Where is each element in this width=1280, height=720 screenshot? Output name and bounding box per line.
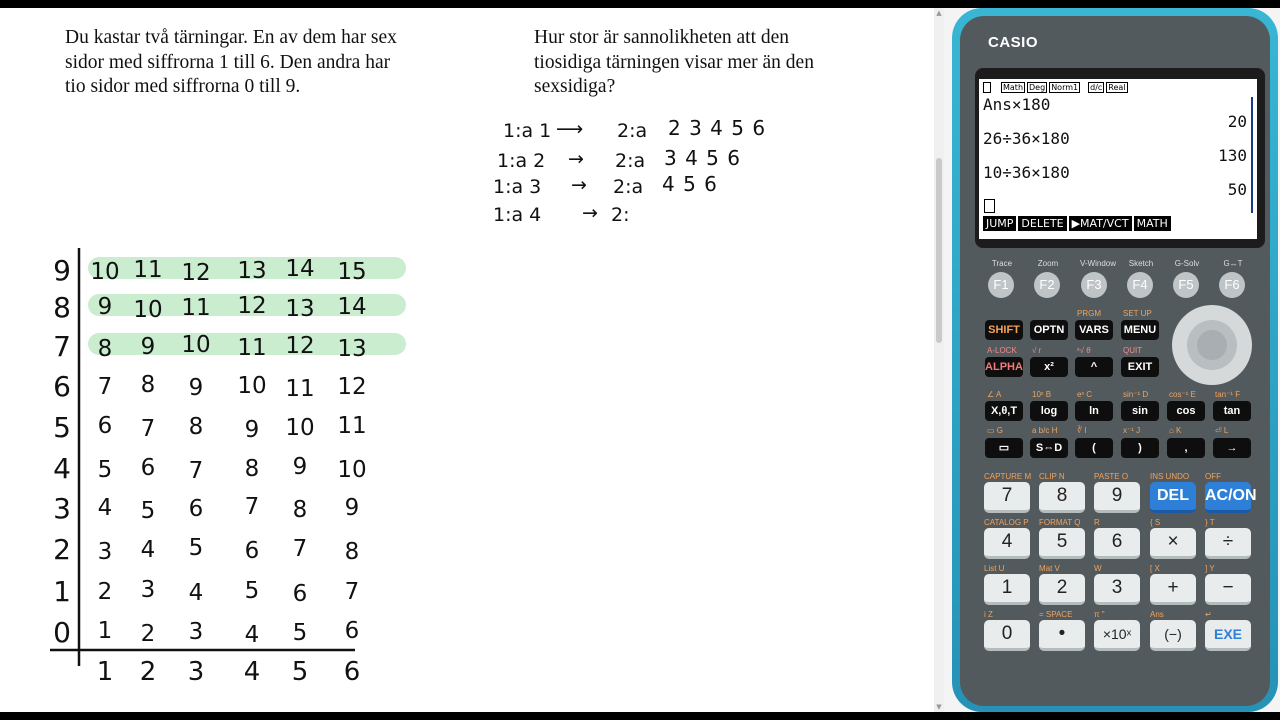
key-tan[interactable]: tan bbox=[1213, 401, 1251, 421]
y-axis-label: 3 bbox=[53, 492, 71, 525]
key-x[interactable]: ÷ bbox=[1205, 528, 1251, 559]
display-status-bar bbox=[983, 81, 1128, 93]
key-x[interactable]: − bbox=[1205, 574, 1251, 605]
key-cos[interactable]: cos bbox=[1167, 401, 1205, 421]
display-result: 50 bbox=[1227, 180, 1247, 199]
table-cell: 4 bbox=[188, 580, 204, 606]
key-shift-label: Ans bbox=[1150, 610, 1164, 619]
note-arrow: → bbox=[582, 202, 598, 224]
display-scrollbar bbox=[1251, 97, 1253, 213]
table-cell: 8 bbox=[188, 414, 204, 440]
key-7[interactable]: 7 bbox=[984, 482, 1030, 513]
key-4[interactable]: 4 bbox=[984, 528, 1030, 559]
table-cell: 10 bbox=[337, 457, 367, 483]
table-cell: 5 bbox=[97, 457, 113, 483]
note-second-die: 2:a bbox=[617, 120, 648, 142]
problem-line: tiosidiga tärningen visar mer än den bbox=[534, 51, 814, 73]
table-cell: 6 bbox=[292, 581, 308, 607]
key-shift-label: CATALOG P bbox=[984, 518, 1029, 527]
note-values: 4 5 6 bbox=[662, 172, 718, 196]
function-key-f5[interactable]: F5 bbox=[1173, 272, 1199, 298]
calculator-display bbox=[979, 79, 1257, 239]
table-cell: 8 bbox=[244, 456, 260, 482]
table-cell: 6 bbox=[344, 618, 360, 644]
key-shift-label: ↵ bbox=[1205, 610, 1212, 619]
table-cell: 8 bbox=[344, 539, 360, 565]
calculator-brand: CASIO bbox=[988, 34, 1039, 51]
note-arrow: → bbox=[568, 148, 584, 170]
key-3[interactable]: 3 bbox=[1094, 574, 1140, 605]
table-cell: 11 bbox=[133, 257, 163, 283]
key-shift-label: List U bbox=[984, 564, 1005, 573]
key-shift-label: ∛ I bbox=[1077, 426, 1087, 435]
table-cell: 4 bbox=[140, 537, 156, 563]
note-second-die: 2:a bbox=[613, 176, 644, 198]
note-values: 3 4 5 6 bbox=[664, 146, 741, 170]
cursor bbox=[984, 199, 995, 213]
key-0[interactable]: 0 bbox=[984, 620, 1030, 651]
display-result: 20 bbox=[1227, 112, 1247, 131]
status-indicator: d/c bbox=[1090, 82, 1103, 92]
table-cell: 15 bbox=[337, 259, 367, 285]
key-fraction[interactable]: ▭ bbox=[985, 438, 1023, 458]
key-shift-label: ▭ G bbox=[987, 426, 1004, 435]
dpad-center[interactable] bbox=[1197, 330, 1227, 360]
key-sin[interactable]: sin bbox=[1121, 401, 1159, 421]
function-menu-item[interactable]: MATH bbox=[1134, 216, 1171, 231]
key-8[interactable]: 8 bbox=[1039, 482, 1085, 513]
table-cell: 10 bbox=[181, 332, 211, 358]
table-cell: 8 bbox=[292, 497, 308, 523]
y-axis-label: 4 bbox=[53, 452, 71, 485]
scroll-thumb[interactable] bbox=[936, 158, 942, 343]
note-first-die: 1:a 1 bbox=[503, 120, 552, 142]
key-shift-label: ⌂ K bbox=[1169, 426, 1182, 435]
table-cell: 9 bbox=[188, 375, 204, 401]
table-cell: 3 bbox=[188, 619, 204, 645]
table-cell: 1 bbox=[97, 618, 113, 644]
table-cell: 2 bbox=[140, 621, 156, 647]
key-9[interactable]: 9 bbox=[1094, 482, 1140, 513]
function-key-f6[interactable]: F6 bbox=[1219, 272, 1245, 298]
table-cell: 6 bbox=[188, 496, 204, 522]
key-s-d[interactable]: S⇔D bbox=[1030, 438, 1068, 458]
key-x[interactable]: • bbox=[1039, 620, 1085, 651]
table-cell: 4 bbox=[244, 622, 260, 648]
table-cell: 14 bbox=[285, 256, 315, 282]
problem-line: Hur stor är sannolikheten att den bbox=[534, 27, 790, 48]
table-cell: 3 bbox=[97, 539, 113, 565]
key-del[interactable]: DEL bbox=[1150, 482, 1196, 513]
x-axis-label: 2 bbox=[139, 657, 157, 687]
y-axis-label: 7 bbox=[53, 330, 71, 363]
key-shift-label: G-Solv bbox=[1174, 259, 1200, 268]
key-shift-label: G↔T bbox=[1223, 259, 1243, 268]
table-cell: 5 bbox=[292, 620, 308, 646]
key-6[interactable]: 6 bbox=[1094, 528, 1140, 559]
key-shift-label: PRGM bbox=[1077, 309, 1101, 318]
table-cell: 11 bbox=[337, 413, 367, 439]
table-cell: 7 bbox=[97, 374, 113, 400]
key-shift-label: a b/c H bbox=[1032, 426, 1058, 435]
y-axis-label: 9 bbox=[53, 254, 71, 287]
y-axis-label: 0 bbox=[53, 616, 71, 649]
table-cell: 3 bbox=[140, 577, 156, 603]
key-ln[interactable]: ln bbox=[1075, 401, 1113, 421]
table-cell: 12 bbox=[285, 333, 315, 359]
key-2[interactable]: 2 bbox=[1039, 574, 1085, 605]
note-second-die: 2: bbox=[611, 204, 630, 226]
y-axis-label: 6 bbox=[53, 370, 71, 403]
key-xthetat[interactable]: X,θ,T bbox=[985, 401, 1023, 421]
key-shift-label: x⁻¹ J bbox=[1123, 426, 1141, 435]
table-cell: 13 bbox=[237, 258, 267, 284]
table-cell: 10 bbox=[285, 415, 315, 441]
table-cell: 13 bbox=[285, 296, 315, 322]
problem-line: tio sidor med siffrorna 0 till 9. bbox=[65, 76, 301, 97]
function-key-f4[interactable]: F4 bbox=[1127, 272, 1153, 298]
table-cell: 12 bbox=[237, 293, 267, 319]
table-cell: 13 bbox=[337, 336, 367, 362]
x-axis-label: 3 bbox=[187, 657, 205, 687]
table-cell: 14 bbox=[337, 294, 367, 320]
display-expression: 26÷36×180 bbox=[983, 129, 1070, 148]
key-shift-label: V-Window bbox=[1080, 259, 1117, 268]
table-cell: 2 bbox=[97, 579, 113, 605]
y-axis-label: 8 bbox=[53, 291, 71, 324]
note-first-die: 1:a 3 bbox=[493, 176, 542, 198]
key-menu[interactable]: MENU bbox=[1121, 320, 1159, 340]
key-shift-label: ] Y bbox=[1205, 564, 1215, 573]
scroll-down-arrow-icon[interactable]: ▼ bbox=[936, 703, 942, 711]
key-optn[interactable]: OPTN bbox=[1030, 320, 1068, 340]
function-menu-item[interactable]: DELETE bbox=[1018, 216, 1066, 231]
key-shift-label: tan⁻¹ F bbox=[1215, 390, 1241, 399]
table-cell: 7 bbox=[344, 579, 360, 605]
key-shift-label: eˣ C bbox=[1077, 390, 1093, 399]
status-indicator: Math bbox=[1003, 82, 1024, 92]
key-shift-label: [ X bbox=[1150, 564, 1160, 573]
battery-icon bbox=[983, 82, 991, 93]
key-exe[interactable]: EXE bbox=[1205, 620, 1251, 651]
key-shift-label: i Z bbox=[984, 610, 993, 619]
note-second-die: 2:a bbox=[615, 150, 646, 172]
key-shift-label: sin⁻¹ D bbox=[1123, 390, 1149, 399]
key-shift-label: ⏎ L bbox=[1215, 426, 1229, 435]
key-shift-label: ∠ A bbox=[987, 390, 1002, 399]
key-power[interactable]: ^ bbox=[1075, 357, 1113, 377]
function-key-f1[interactable]: F1 bbox=[988, 272, 1014, 298]
function-key-f3[interactable]: F3 bbox=[1081, 272, 1107, 298]
key-exit[interactable]: EXIT bbox=[1121, 357, 1159, 377]
x-axis-label: 5 bbox=[291, 657, 309, 687]
table-cell: 7 bbox=[188, 458, 204, 484]
key-square[interactable]: x² bbox=[1030, 357, 1068, 377]
table-cell: 6 bbox=[97, 413, 113, 439]
status-indicator: Deg bbox=[1029, 82, 1046, 92]
table-cell: 8 bbox=[97, 336, 113, 362]
key-vars[interactable]: VARS bbox=[1075, 320, 1113, 340]
key-shift-label: = SPACE bbox=[1039, 610, 1073, 619]
note-first-die: 1:a 2 bbox=[497, 150, 546, 172]
key-shift-label: Sketch bbox=[1128, 259, 1154, 268]
scroll-up-arrow-icon[interactable]: ▲ bbox=[936, 9, 942, 17]
worksheet bbox=[0, 8, 934, 712]
key-shift-label: SET UP bbox=[1123, 309, 1152, 318]
table-cell: 9 bbox=[344, 495, 360, 521]
key-shift-label: R bbox=[1094, 518, 1100, 527]
table-cell: 4 bbox=[97, 495, 113, 521]
table-cell: 11 bbox=[237, 335, 267, 361]
outcome-table bbox=[0, 8, 934, 712]
key-alpha-label: QUIT bbox=[1123, 346, 1143, 355]
key-shift-label: OFF bbox=[1205, 472, 1221, 481]
key-xxx[interactable]: (−) bbox=[1150, 620, 1196, 651]
table-cell: 11 bbox=[285, 376, 315, 402]
key-shift-label: { S bbox=[1150, 518, 1161, 527]
key-shift-label: W bbox=[1094, 564, 1102, 573]
note-first-die: 1:a 4 bbox=[493, 204, 542, 226]
key-1[interactable]: 1 bbox=[984, 574, 1030, 605]
note-arrow: ⟶ bbox=[556, 118, 584, 140]
key-shift-label: FORMAT Q bbox=[1039, 518, 1081, 527]
key-acxon[interactable]: AC/ON bbox=[1205, 482, 1251, 513]
problem-line: sexsidiga? bbox=[534, 76, 616, 97]
y-axis-label: 5 bbox=[53, 411, 71, 444]
key-x10x[interactable]: ×10ˣ bbox=[1094, 620, 1140, 651]
problem-line: Du kastar två tärningar. En av dem har sex bbox=[65, 27, 397, 48]
status-indicator: Real bbox=[1108, 82, 1126, 92]
key-shift-label: π " bbox=[1094, 610, 1105, 619]
display-expression: 10÷36×180 bbox=[983, 163, 1070, 182]
key-alpha-label: √ r bbox=[1032, 346, 1042, 355]
key-5[interactable]: 5 bbox=[1039, 528, 1085, 559]
key-shift-label: CLIP N bbox=[1039, 472, 1065, 481]
note-values: 2 3 4 5 6 bbox=[668, 116, 767, 140]
table-cell: 7 bbox=[292, 536, 308, 562]
function-menu-item[interactable]: JUMP bbox=[983, 216, 1016, 231]
table-cell: 9 bbox=[244, 417, 260, 443]
key-shift-label: 10ˣ B bbox=[1032, 390, 1052, 399]
key-x[interactable]: + bbox=[1150, 574, 1196, 605]
x-axis-label: 1 bbox=[96, 657, 114, 687]
table-cell: 12 bbox=[337, 374, 367, 400]
display-result: 130 bbox=[1218, 146, 1247, 165]
key-shift-label: Trace bbox=[991, 259, 1013, 268]
function-menu-item[interactable]: ▶MAT/VCT bbox=[1069, 216, 1132, 231]
key-alpha[interactable]: ALPHA bbox=[985, 357, 1023, 377]
table-cell: 7 bbox=[140, 416, 156, 442]
y-axis-label: 2 bbox=[53, 533, 71, 566]
table-cell: 10 bbox=[237, 373, 267, 399]
problem-line: sidor med siffrorna 1 till 6. Den andra har bbox=[65, 51, 391, 73]
table-cell: 9 bbox=[292, 454, 308, 480]
status-indicator: Norm1 bbox=[1051, 82, 1079, 92]
table-cell: 10 bbox=[133, 297, 163, 323]
key-alpha-label: ˣ√ θ bbox=[1077, 346, 1091, 355]
x-axis-label: 6 bbox=[343, 657, 361, 687]
table-cell: 7 bbox=[244, 494, 260, 520]
vertical-scrollbar[interactable] bbox=[934, 8, 944, 712]
table-cell: 9 bbox=[97, 294, 113, 320]
table-cell: 6 bbox=[244, 538, 260, 564]
table-cell: 5 bbox=[140, 498, 156, 524]
table-cell: 12 bbox=[181, 260, 211, 286]
table-cell: 5 bbox=[244, 578, 260, 604]
key-shift-label: } T bbox=[1205, 518, 1215, 527]
key-shift-label: CAPTURE M bbox=[984, 472, 1032, 481]
key-shift-label: PASTE O bbox=[1094, 472, 1129, 481]
x-axis-label: 4 bbox=[243, 657, 261, 687]
table-cell: 11 bbox=[181, 295, 211, 321]
function-menu-bar bbox=[983, 216, 1171, 231]
key-x[interactable]: × bbox=[1150, 528, 1196, 559]
key-shift-label: Zoom bbox=[1037, 259, 1059, 268]
function-key-f2[interactable]: F2 bbox=[1034, 272, 1060, 298]
table-cell: 5 bbox=[188, 535, 204, 561]
y-axis-label: 1 bbox=[53, 575, 71, 608]
key-shift[interactable]: SHIFT bbox=[985, 320, 1023, 340]
key-shift-label: INS UNDO bbox=[1150, 472, 1190, 481]
key-shift-label: Mat V bbox=[1039, 564, 1060, 573]
table-cell: 6 bbox=[140, 455, 156, 481]
key-shift-label: cos⁻¹ E bbox=[1169, 390, 1196, 399]
key-comma[interactable]: , bbox=[1167, 438, 1205, 458]
table-cell: 9 bbox=[140, 334, 156, 360]
key-open-paren[interactable]: ( bbox=[1075, 438, 1113, 458]
display-expression: Ans×180 bbox=[983, 95, 1051, 114]
key-alpha-label: A-LOCK bbox=[987, 346, 1017, 355]
table-cell: 10 bbox=[90, 259, 120, 285]
key-log[interactable]: log bbox=[1030, 401, 1068, 421]
note-arrow: → bbox=[571, 174, 587, 196]
table-cell: 8 bbox=[140, 372, 156, 398]
key-store[interactable]: → bbox=[1213, 438, 1251, 458]
key-close-paren[interactable]: ) bbox=[1121, 438, 1159, 458]
